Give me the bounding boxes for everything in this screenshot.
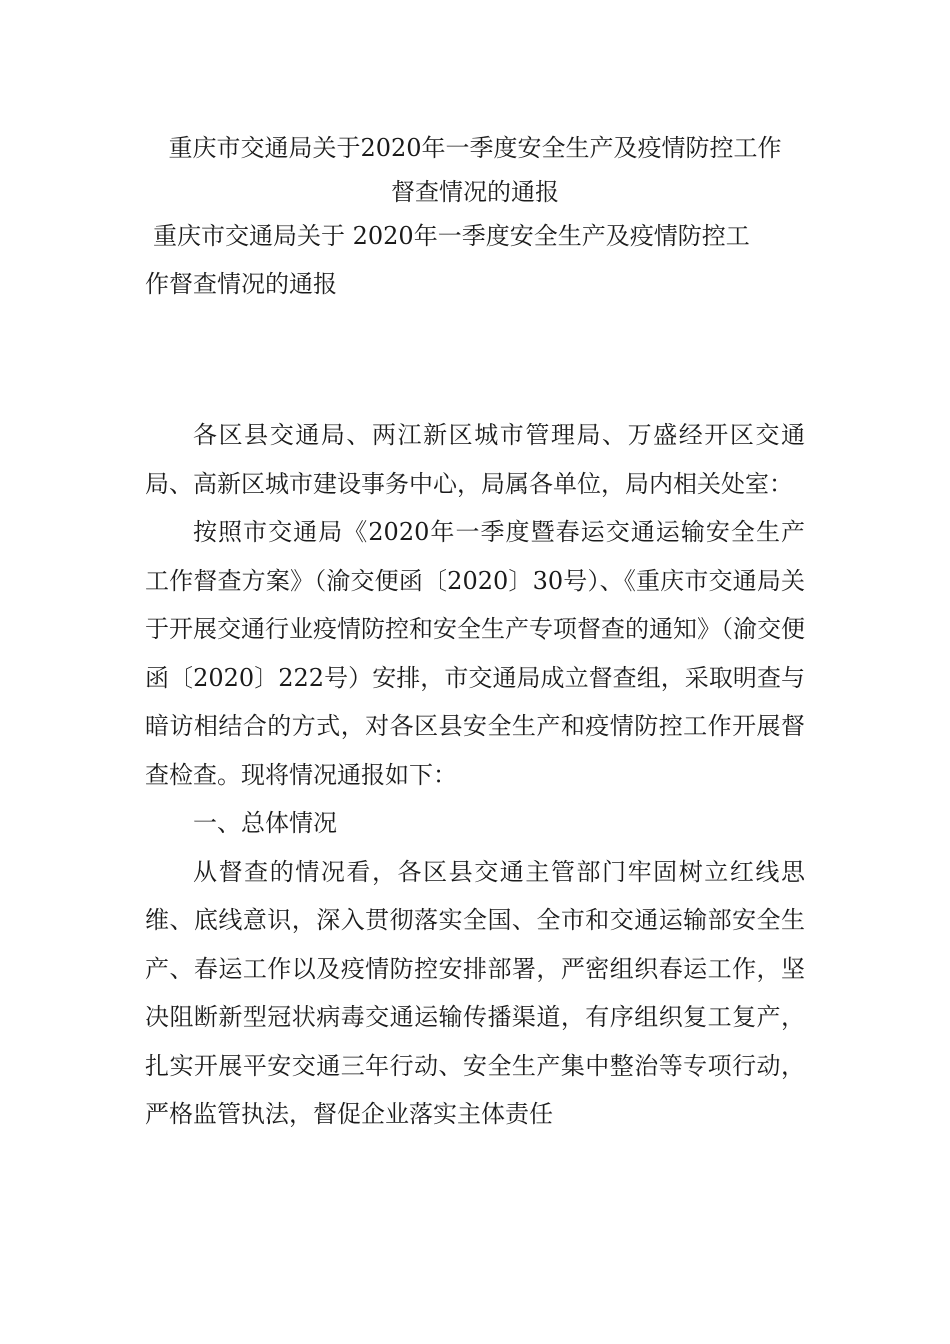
body-paragraph-1: 按照市交通局《2020年一季度暨春运交通运输安全生产工作督查方案》（渝交便函〔2020〕30号）、《重庆市交通局关于开展交通行业疫情防控和安全生产专项督查的通知》（渝交便函〔2020〕222号）安排，市交通局成立督查组，采取明查与暗访相结合的方式，对各区县安全生产和疫情防控工作开展督查检查。现将情况通报如下： xyxy=(145,518,805,789)
spacer xyxy=(145,308,805,411)
addressee-paragraph: 各区县交通局、两江新区城市管理局、万盛经开区交通局、高新区城市建设事务中心，局属各单位，局内相关处室： xyxy=(145,421,805,498)
document-title-line-2: 督查情况的通报 xyxy=(391,178,559,206)
document-title-line-1: 重庆市交通局关于2020年一季度安全生产及疫情防控工作 xyxy=(168,134,782,162)
document-subtitle-line-1: 重庆市交通局关于 2020年一季度安全生产及疫情防控工 xyxy=(153,222,750,250)
body-paragraph-2: 从督查的情况看，各区县交通主管部门牢固树立红线思维、底线意识，深入贯彻落实全国、全市和交通运输部安全生产、春运工作以及疫情防控安排部署，严密组织春运工作，坚决阻断新型冠状病毒交通运输传播渠道，有序组织复工复产，扎实开展平安交通三年行动、安全生产集中整治等专项行动，严格监管执法，督促企业落实主体责任 xyxy=(145,857,805,1128)
document-page xyxy=(145,128,805,1139)
document-subtitle-line-2: 作督查情况的通报 xyxy=(145,270,337,298)
document-subtitle xyxy=(145,212,805,308)
section-heading-overview: 一、总体情况 xyxy=(193,809,337,837)
